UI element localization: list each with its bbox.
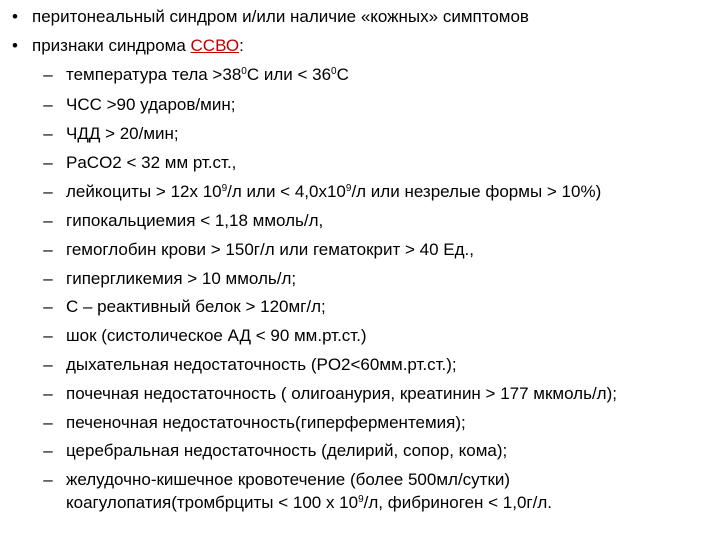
ssvo-highlight: ССВО	[190, 36, 240, 55]
dash-marker: –	[43, 182, 53, 201]
bullet-marker: •	[12, 36, 18, 55]
wbc-sup: 9	[345, 183, 352, 194]
dash-marker: –	[43, 124, 53, 143]
sub-item-renal-failure	[0, 383, 720, 405]
temp-part: C или < 36	[246, 65, 332, 84]
bullet-item	[0, 6, 720, 28]
coag-part: коагулопатия(тромбрциты < 100 х 10	[66, 493, 359, 512]
sub-item-text: желудочно-кишечное кровотечение (более 500мл/сутки)	[66, 470, 511, 489]
sub-item-text	[66, 492, 552, 514]
sub-item-gi-bleeding	[0, 469, 720, 491]
dash-marker: –	[43, 355, 53, 374]
dash-marker: –	[43, 441, 53, 460]
sub-item-respiratory-failure	[0, 354, 720, 376]
sub-item-text: PaCO2 < 32 мм рт.ст.,	[66, 153, 237, 172]
temp-part: температура тела >38	[66, 65, 242, 84]
dash-marker: –	[43, 326, 53, 345]
sub-item-cerebral-failure	[0, 440, 720, 462]
sub-item-text: дыхательная недостаточность (PO2<60мм.рт.ст.);	[66, 355, 457, 374]
wbc-part: лейкоциты > 12х 10	[66, 182, 222, 201]
sub-item-leukocytes	[0, 181, 720, 203]
sub-item-text: почечная недостаточность ( олигоанурия, креатинин > 177 мкмоль/л);	[66, 384, 617, 403]
sub-item-hepatic-failure	[0, 412, 720, 434]
dash-marker: –	[43, 470, 53, 489]
bullet-text-after: :	[239, 36, 244, 55]
bullet-text-before: признаки синдрома	[32, 36, 191, 55]
dash-marker: –	[43, 153, 53, 172]
sub-item-respiratory-rate	[0, 123, 720, 145]
coag-sup: 9	[358, 494, 364, 505]
sub-item-text: церебральная недостаточность (делирий, сопор, кома);	[66, 441, 508, 460]
sub-item-text: С – реактивный белок > 120мг/л;	[66, 297, 326, 316]
sub-item-hyperglycemia	[0, 268, 720, 290]
wbc-sup: 9	[221, 183, 228, 194]
dash-marker: –	[43, 95, 53, 114]
bullet-marker: •	[12, 7, 18, 26]
temp-sup: 0	[241, 66, 247, 77]
dash-marker: –	[43, 413, 53, 432]
temp-part: C	[336, 65, 349, 84]
sub-item-crp	[0, 296, 720, 318]
sub-item-text	[66, 181, 601, 203]
dash-marker: –	[43, 240, 53, 259]
sub-item-text: гипергликемия > 10 ммоль/л;	[66, 269, 297, 288]
sub-item-text: гипокальциемия < 1,18 ммоль/л,	[66, 211, 324, 230]
dash-marker: –	[43, 211, 53, 230]
sub-item-text	[66, 64, 349, 86]
sub-item-hemoglobin	[0, 239, 720, 261]
dash-marker: –	[43, 384, 53, 403]
sub-item-hypocalcemia	[0, 210, 720, 232]
bullet-text	[32, 35, 244, 57]
dash-marker: –	[43, 297, 53, 316]
bullet-item	[0, 35, 720, 57]
sub-item-text: печеночная недостаточность(гиперферментемия);	[66, 413, 466, 432]
dash-marker: –	[43, 65, 53, 84]
temp-sup: 0	[331, 66, 337, 77]
wbc-part: /л или незрелые формы > 10%)	[351, 182, 602, 201]
sub-item-text: гемоглобин крови > 150г/л или гематокрит > 40 Ед.,	[66, 240, 474, 259]
sub-item-temperature	[0, 64, 720, 86]
sub-item-heart-rate	[0, 94, 720, 116]
bullet-text: перитонеальный синдром и/или наличие «кожных» симптомов	[32, 7, 529, 26]
sub-item-text: шок (систолическое АД < 90 мм.рт.ст.)	[66, 326, 367, 345]
sub-item-coagulopathy	[0, 492, 720, 514]
coag-part: /л, фибриноген < 1,0г/л.	[363, 493, 553, 512]
wbc-part: /л или < 4,0х10	[227, 182, 346, 201]
sub-item-text: ЧСС >90 ударов/мин;	[66, 95, 236, 114]
dash-marker: –	[43, 269, 53, 288]
sub-item-paco2	[0, 152, 720, 174]
sub-item-text: ЧДД > 20/мин;	[66, 124, 179, 143]
sub-item-shock	[0, 325, 720, 347]
